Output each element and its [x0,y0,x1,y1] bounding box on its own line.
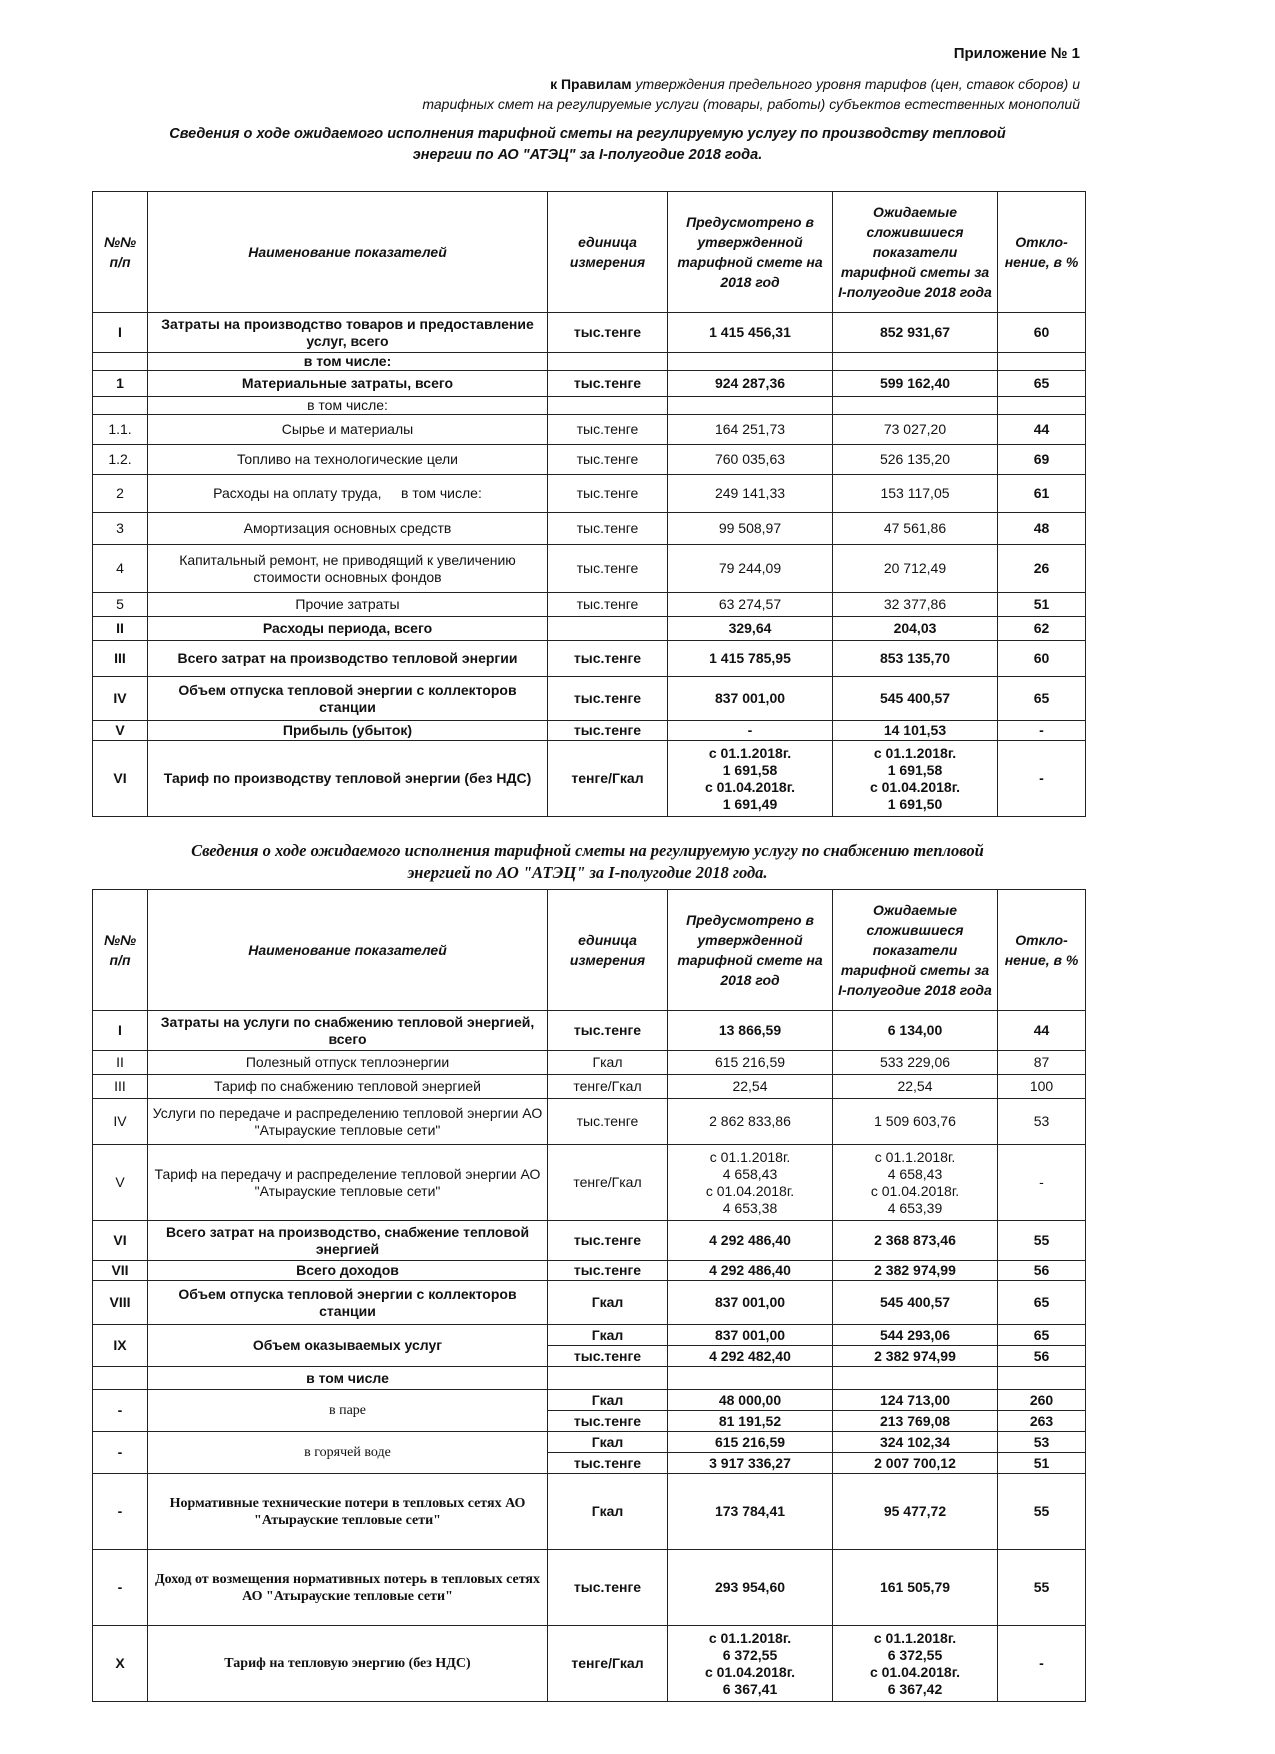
row-expected: 545 400,57 [833,1281,998,1325]
row-expected [833,1145,998,1221]
tariff-value-line: 6 367,41 [722,1680,778,1697]
row-name: в том числе: [148,353,548,371]
row-deviation: 56 [998,1261,1086,1281]
table1-caption-line1: Сведения о ходе ожидаемого исполнения тарифной сметы на регулируемую услугу по производству тепловой [169,126,1006,142]
row-name: Амортизация основных средств [148,513,548,545]
table-row [93,1474,1086,1550]
row-planned [668,1367,833,1390]
row-expected: 20 712,49 [833,545,998,593]
tariff-period-line: с 01.04.2018г. [869,1663,961,1680]
table-row [93,353,1086,371]
row-expected: 853 135,70 [833,641,998,677]
row-deviation: 69 [998,445,1086,475]
row-expected [833,1626,998,1702]
row-name: Доход от возмещения нормативных потерь в тепловых сетях АО "Атырауские тепловые сети" [148,1550,548,1626]
row-deviation: 44 [998,1011,1086,1051]
row-deviation: - [998,721,1086,741]
row-num: IX [93,1325,148,1367]
col-header-planned: Предусмотрено в утвержденной тарифной смете на 2018 год [668,192,833,313]
row-expected: 2 382 974,99 [833,1261,998,1281]
row-deviation: 65 [998,1281,1086,1325]
tariff-period-line: с 01.04.2018г. [869,778,961,795]
row-unit: тыс.тенге [548,415,668,445]
tariff-period-line: с 01.1.2018г. [873,1629,957,1646]
row-deviation: 260 [998,1390,1086,1411]
row-expected: 2 382 974,99 [833,1346,998,1367]
row-planned: 1 415 456,31 [668,313,833,353]
row-name: Нормативные технические потери в тепловых сетях АО "Атырауские тепловые сети" [148,1474,548,1550]
col-header-name: Наименование показателей [148,192,548,313]
table-row [93,1325,1086,1346]
row-expected: 1 509 603,76 [833,1099,998,1145]
row-planned: 4 292 486,40 [668,1261,833,1281]
row-num: IV [93,677,148,721]
row-expected: 2 007 700,12 [833,1453,998,1474]
row-expected: 545 400,57 [833,677,998,721]
row-num: IV [93,1099,148,1145]
col-header-expected: Ожидаемые сложившиеся показатели тарифной сметы за I-полугодие 2018 года [833,192,998,313]
row-expected: 324 102,34 [833,1432,998,1453]
row-unit: Гкал [548,1325,668,1346]
table-row [93,1145,1086,1221]
row-deviation: 48 [998,513,1086,545]
row-planned [668,741,833,817]
table1-caption-line2: энергии по АО "АТЭЦ" за I-полугодие 2018 года. [412,147,763,163]
table-row [93,445,1086,475]
row-name: Затраты на производство товаров и предоставление услуг, всего [148,313,548,353]
row-num [93,353,148,371]
supply-table [92,889,1086,1702]
row-planned [668,1145,833,1221]
col-header-name: Наименование показателей [148,890,548,1011]
row-num: X [93,1626,148,1702]
table-row [93,1075,1086,1099]
row-deviation: 26 [998,545,1086,593]
table-row [93,545,1086,593]
row-expected [833,741,998,817]
row-planned: 2 862 833,86 [668,1099,833,1145]
row-num: 3 [93,513,148,545]
row-unit: Гкал [548,1051,668,1075]
row-deviation: 56 [998,1346,1086,1367]
row-num: 4 [93,545,148,593]
row-planned: 615 216,59 [668,1432,833,1453]
table-row [93,513,1086,545]
col-header-planned: Предусмотрено в утвержденной тарифной смете на 2018 год [668,890,833,1011]
table-row [93,617,1086,641]
row-planned: 249 141,33 [668,475,833,513]
row-planned: 164 251,73 [668,415,833,445]
row-num: 5 [93,593,148,617]
production-table [92,191,1086,817]
row-deviation [998,353,1086,371]
row-unit: тыс.тенге [548,475,668,513]
row-planned [668,397,833,415]
tariff-value-line: 4 653,39 [887,1199,943,1216]
row-num: III [93,641,148,677]
row-name: Полезный отпуск теплоэнергии [148,1051,548,1075]
row-expected: 161 505,79 [833,1550,998,1626]
tariff-value-line: 6 372,55 [722,1646,778,1663]
row-deviation: 60 [998,641,1086,677]
row-num: V [93,1145,148,1221]
row-name: в горячей воде [148,1432,548,1474]
tariff-period-line: с 01.1.2018г. [874,1148,956,1165]
row-planned: 13 866,59 [668,1011,833,1051]
row-unit: тыс.тенге [548,371,668,397]
row-deviation: 55 [998,1474,1086,1550]
tariff-value-line: 1 691,58 [887,761,943,778]
col-header-expected: Ожидаемые сложившиеся показатели тарифной сметы за I-полугодие 2018 года [833,890,998,1011]
row-num: 1.1. [93,415,148,445]
row-planned: 837 001,00 [668,1325,833,1346]
row-name: Тариф по снабжению тепловой энергией [148,1075,548,1099]
table-row [93,1390,1086,1411]
col-header-num: №№ п/п [93,890,148,1011]
row-name: Расходы периода, всего [148,617,548,641]
appendix-rules-label: к Правилам [550,76,632,92]
row-name: Прибыль (убыток) [148,721,548,741]
row-planned: 329,64 [668,617,833,641]
row-expected: 22,54 [833,1075,998,1099]
row-unit: Гкал [548,1432,668,1453]
table-row [93,475,1086,513]
row-deviation: 61 [998,475,1086,513]
row-deviation: 53 [998,1099,1086,1145]
table-row [93,1011,1086,1051]
row-unit [548,617,668,641]
table-row [93,1051,1086,1075]
row-planned: 173 784,41 [668,1474,833,1550]
row-deviation: 65 [998,1325,1086,1346]
row-expected [833,1367,998,1390]
row-deviation [998,397,1086,415]
row-deviation: 55 [998,1550,1086,1626]
tariff-value-line: 4 658,43 [887,1165,943,1182]
table-row [93,1626,1086,1702]
col-header-num: №№ п/п [93,192,148,313]
row-expected: 153 117,05 [833,475,998,513]
row-unit: тыс.тенге [548,1453,668,1474]
row-planned: 615 216,59 [668,1051,833,1075]
tariff-period-line: с 01.04.2018г. [705,1182,795,1199]
row-planned: 99 508,97 [668,513,833,545]
table-row [93,371,1086,397]
row-deviation: 51 [998,593,1086,617]
row-unit: тыс.тенге [548,513,668,545]
tariff-value-line: 1 691,49 [722,795,778,812]
row-unit: тыс.тенге [548,1261,668,1281]
row-expected: 73 027,20 [833,415,998,445]
tariff-value-line: 1 691,50 [887,795,943,812]
row-planned: 293 954,60 [668,1550,833,1626]
table-row [93,1099,1086,1145]
table-row [93,415,1086,445]
row-expected: 852 931,67 [833,313,998,353]
row-expected: 2 368 873,46 [833,1221,998,1261]
row-planned: 48 000,00 [668,1390,833,1411]
table-row [93,397,1086,415]
table-header-row [93,890,1086,1011]
row-num: - [93,1474,148,1550]
table1-caption [90,124,1085,166]
row-name: Топливо на технологические цели [148,445,548,475]
row-planned: 760 035,63 [668,445,833,475]
table-row [93,721,1086,741]
row-planned: 837 001,00 [668,677,833,721]
row-deviation: 55 [998,1221,1086,1261]
row-deviation [998,1367,1086,1390]
row-unit: тыс.тенге [548,1221,668,1261]
row-expected: 213 769,08 [833,1411,998,1432]
row-deviation: 87 [998,1051,1086,1075]
row-planned: 81 191,52 [668,1411,833,1432]
row-deviation: - [998,1145,1086,1221]
row-deviation: - [998,1626,1086,1702]
row-expected: 6 134,00 [833,1011,998,1051]
row-planned: 3 917 336,27 [668,1453,833,1474]
tariff-value-line: 4 658,43 [722,1165,778,1182]
col-header-deviation: Откло-нение, в % [998,890,1086,1011]
row-unit: тыс.тенге [548,313,668,353]
table-row [93,1432,1086,1453]
row-name: в том числе: [148,397,548,415]
row-expected: 533 229,06 [833,1051,998,1075]
row-planned: 4 292 486,40 [668,1221,833,1261]
row-num: VIII [93,1281,148,1325]
row-unit: тыс.тенге [548,593,668,617]
row-deviation: 60 [998,313,1086,353]
row-unit: Гкал [548,1390,668,1411]
row-num: 1 [93,371,148,397]
table-row [93,593,1086,617]
row-unit: тыс.тенге [548,445,668,475]
tariff-value-line: 6 367,42 [887,1680,943,1697]
row-unit [548,397,668,415]
row-planned: 837 001,00 [668,1281,833,1325]
row-name: Всего доходов [148,1261,548,1281]
row-deviation: 44 [998,415,1086,445]
row-expected: 526 135,20 [833,445,998,475]
row-name: Тариф на тепловую энергию (без НДС) [148,1626,548,1702]
row-name: Объем оказываемых услуг [148,1325,548,1367]
table-row [93,1281,1086,1325]
row-num: II [93,617,148,641]
row-num: III [93,1075,148,1099]
tariff-value-line: 4 653,38 [722,1199,778,1216]
row-name: Капитальный ремонт, не приводящий к увеличению стоимости основных фондов [148,545,548,593]
tariff-period-line: с 01.1.2018г. [709,1148,791,1165]
row-num: - [93,1550,148,1626]
row-unit: тыс.тенге [548,641,668,677]
row-expected: 544 293,06 [833,1325,998,1346]
tariff-period-line: с 01.1.2018г. [708,744,792,761]
row-unit: тенге/Гкал [548,1145,668,1221]
row-expected: 124 713,00 [833,1390,998,1411]
row-planned [668,1626,833,1702]
appendix-title: Приложение № 1 [953,45,1080,62]
row-unit: тыс.тенге [548,1550,668,1626]
row-expected: 204,03 [833,617,998,641]
row-num: V [93,721,148,741]
row-num: - [93,1432,148,1474]
row-deviation: 65 [998,371,1086,397]
row-planned [668,353,833,371]
row-planned: 924 287,36 [668,371,833,397]
table-header-row [93,192,1086,313]
row-deviation: 65 [998,677,1086,721]
table-row [93,313,1086,353]
row-expected: 14 101,53 [833,721,998,741]
row-planned: 79 244,09 [668,545,833,593]
row-deviation: 51 [998,1453,1086,1474]
row-deviation: 62 [998,617,1086,641]
row-expected [833,353,998,371]
row-planned: - [668,721,833,741]
row-unit: тыс.тенге [548,1346,668,1367]
row-num: 2 [93,475,148,513]
row-num: I [93,313,148,353]
table2-caption-line2: энергией по АО "АТЭЦ" за I-полугодие 2018 года. [407,863,768,882]
appendix-subtitle-line1 [550,74,1080,94]
row-name: в паре [148,1390,548,1432]
row-num: I [93,1011,148,1051]
row-num [93,397,148,415]
table2-caption-line1: Сведения о ходе ожидаемого исполнения тарифной сметы на регулируемую услугу по снабжению тепловой [191,841,984,860]
row-name: Затраты на услуги по снабжению тепловой энергией, всего [148,1011,548,1051]
row-unit: тенге/Гкал [548,1626,668,1702]
row-planned: 22,54 [668,1075,833,1099]
row-num [93,1367,148,1390]
row-deviation: 100 [998,1075,1086,1099]
row-name: Объем отпуска тепловой энергии с коллекторов станции [148,677,548,721]
row-unit: тыс.тенге [548,1099,668,1145]
row-deviation: - [998,741,1086,817]
row-planned: 63 274,57 [668,593,833,617]
table-row [93,1221,1086,1261]
row-expected: 599 162,40 [833,371,998,397]
row-unit: тыс.тенге [548,545,668,593]
row-name: Объем отпуска тепловой энергии с коллекторов станции [148,1281,548,1325]
row-expected [833,397,998,415]
row-num: - [93,1390,148,1432]
row-name: Всего затрат на производство тепловой энергии [148,641,548,677]
row-deviation: 53 [998,1432,1086,1453]
tariff-value-line: 6 372,55 [887,1646,943,1663]
row-name: Тариф по производству тепловой энергии (без НДС) [148,741,548,817]
table-row [93,741,1086,817]
row-unit [548,353,668,371]
row-name: Услуги по передаче и распределению тепловой энергии АО "Атырауские тепловые сети" [148,1099,548,1145]
row-expected: 95 477,72 [833,1474,998,1550]
tariff-period-line: с 01.04.2018г. [704,1663,796,1680]
col-header-unit: единица измерения [548,192,668,313]
tariff-period-line: с 01.1.2018г. [708,1629,792,1646]
table-row [93,1367,1086,1390]
row-unit [548,1367,668,1390]
tariff-period-line: с 01.04.2018г. [870,1182,960,1199]
appendix-subtitle-rest: утверждения предельного уровня тарифов (цен, ставок сборов) и [631,76,1080,92]
table-row [93,677,1086,721]
row-name: Всего затрат на производство, снабжение тепловой энергией [148,1221,548,1261]
row-unit: тенге/Гкал [548,1075,668,1099]
row-unit: Гкал [548,1281,668,1325]
row-num: 1.2. [93,445,148,475]
row-unit: тенге/Гкал [548,741,668,817]
appendix-subtitle-line2: тарифных смет на регулируемые услуги (товары, работы) субъектов естественных монополий [422,96,1080,112]
row-name: Прочие затраты [148,593,548,617]
row-num: II [93,1051,148,1075]
row-name: Расходы на оплату труда, в том числе: [148,475,548,513]
tariff-period-line: с 01.1.2018г. [873,744,957,761]
row-unit: тыс.тенге [548,721,668,741]
row-name: Материальные затраты, всего [148,371,548,397]
row-num: VI [93,741,148,817]
row-num: VII [93,1261,148,1281]
tariff-value-line: 1 691,58 [722,761,778,778]
tariff-period-line: с 01.04.2018г. [704,778,796,795]
table-row [93,1261,1086,1281]
row-expected: 47 561,86 [833,513,998,545]
col-header-deviation: Откло-нение, в % [998,192,1086,313]
row-deviation: 263 [998,1411,1086,1432]
row-name: в том числе [148,1367,548,1390]
row-num: VI [93,1221,148,1261]
row-name: Тариф на передачу и распределение тепловой энергии АО "Атырауские тепловые сети" [148,1145,548,1221]
row-unit: Гкал [548,1474,668,1550]
table2-caption [90,840,1085,884]
col-header-unit: единица измерения [548,890,668,1011]
row-expected: 32 377,86 [833,593,998,617]
row-unit: тыс.тенге [548,677,668,721]
row-name: Сырье и материалы [148,415,548,445]
table-row [93,641,1086,677]
row-planned: 4 292 482,40 [668,1346,833,1367]
row-unit: тыс.тенге [548,1411,668,1432]
row-planned: 1 415 785,95 [668,641,833,677]
row-unit: тыс.тенге [548,1011,668,1051]
table-row [93,1550,1086,1626]
